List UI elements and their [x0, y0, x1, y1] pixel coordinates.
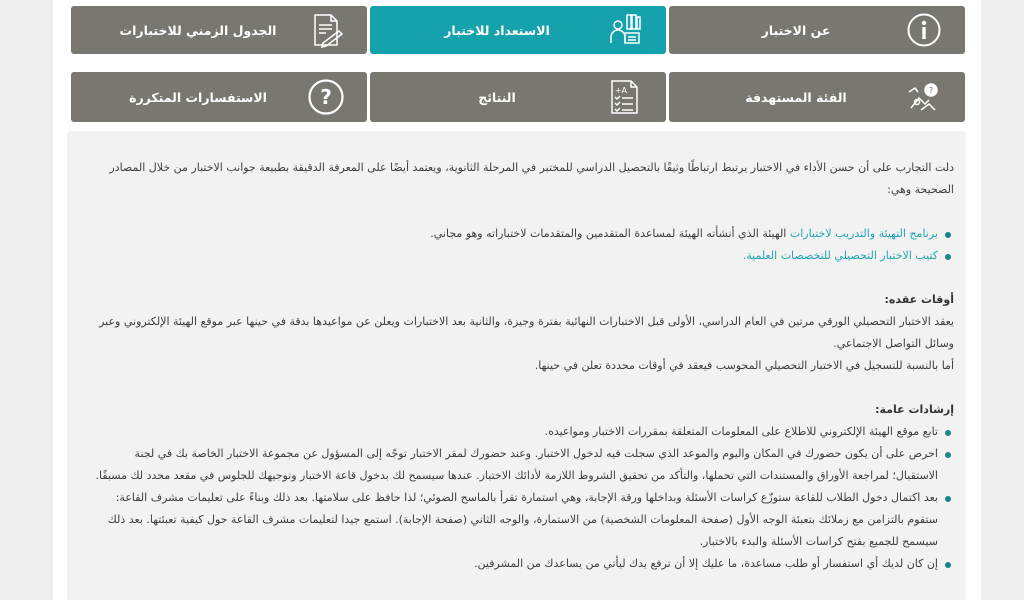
list-item	[91, 245, 954, 267]
times-paragraph-computer: أما بالنسبة للتسجيل في الاختبار التحصيلي المحوسب فيعقد في أوقات محددة تعلن في حينها.	[534, 359, 954, 372]
spacer	[91, 267, 954, 289]
tab-exam-schedule[interactable]	[71, 6, 367, 54]
sources-list	[91, 223, 954, 267]
tab-faq[interactable]	[71, 72, 367, 122]
booklet-link[interactable]: كتيب الاختبار التحصيلي للتخصصات العلمية.	[742, 249, 938, 262]
tab-exam-preparation[interactable]	[370, 6, 666, 54]
spacer	[91, 201, 954, 223]
list-item-text: الهيئة الذي أنشأته الهيئة لمساعدة المتقدمين والمتقدمات لاختباراته وهو مجاني.	[430, 227, 790, 240]
content-panel	[67, 131, 966, 600]
tab-target-audience[interactable]	[669, 72, 965, 122]
question-icon	[305, 76, 347, 118]
tab-label: النتائج	[478, 89, 516, 105]
guidelines-list	[91, 421, 954, 575]
guidelines-heading: إرشادات عامة:	[875, 403, 954, 416]
list-item: إن كان لديك أي استفسار أو طلب مساعدة، ما عليك إلا أن ترفع يدك ليأتي من يساعدك من المشرفين.	[91, 553, 954, 575]
tab-label: الاستعداد للاختبار	[444, 22, 550, 38]
graded-sheet-icon	[604, 76, 646, 118]
svg-text:?: ?	[320, 85, 332, 109]
intro-paragraph: دلت التجارب على أن حسن الأداء في الاختبار يرتبط ارتباطًا وثيقًا بالتحصيل الدراسي للمختبر في المرحلة الثانوية، ويعتمد أيضًا على المعرفة الدقيقة بطبيعة جوانب الاختبار من خلال المصادر الصحيحة وهي:	[109, 161, 954, 196]
info-icon	[903, 9, 945, 51]
list-item: احرص على أن يكون حضورك في المكان واليوم والموعد الذي سجلت فيه لدخول الاختبار. وعند حضورك لمقر الاختبار توجّه إلى المسؤول عن مجموعة الاختبار الخاصة بك في لجنة الاستقبال؛ لمراجعة الأوراق والمستندات التي تحملها، والتأكد من تحقيق الشروط اللازمة لأدائك الاختبار. عندها سيسمح لك بدخول قاعة الاختبار وتوجيهك للجلوس في مقعد محدد لك مسبقًا.	[91, 443, 954, 487]
document-pen-icon	[305, 9, 347, 51]
tab-label: الفئة المستهدفة	[745, 89, 847, 105]
list-item: بعد اكتمال دخول الطلاب للقاعة ستوزّع كراسات الأسئلة وبداخلها ورقة الإجابة، وهي استمارة تقرأ بالماسح الضوئي؛ لذا حافظ على سلامتها. بعد ذلك وبناءً على تعليمات مشرف القاعة: ستقوم بالتزامن مع زملائك بتعبئة الوجه الأول (صفحة المعلومات الشخصية) من الاستمارة، والوجه الثاني (صفحة الإجابة). استمع جيدا لتعليمات مشرف القاعة حول كيفية تعبئتها. بعد ذلك سيسمح للجميع بفتح كراسات الأسئلة والبدء بالاختبار.	[91, 487, 954, 553]
target-audience-icon	[903, 76, 945, 118]
study-icon	[604, 9, 646, 51]
svg-text:?: ?	[928, 86, 934, 95]
list-item: تابع موقع الهيئة الإلكتروني للاطلاع على المعلومات المتعلقة بمقررات الاختبار ومواعيده.	[91, 421, 954, 443]
tab-label: عن الاختبار	[761, 22, 831, 38]
tab-about-exam[interactable]	[669, 6, 965, 54]
prep-program-link[interactable]: برنامج التهيئة والتدريب لاختبارات	[789, 227, 938, 240]
tab-label: الاستفسارات المتكررة	[129, 89, 267, 105]
times-heading: أوقات عقده:	[884, 293, 954, 306]
tab-label: الجدول الزمني للاختبارات	[119, 22, 277, 38]
spacer	[91, 377, 954, 399]
tab-results[interactable]	[370, 72, 666, 122]
svg-text:A+: A+	[614, 86, 627, 95]
list-item	[91, 223, 954, 245]
times-paragraph: يعقد الاختبار التحصيلي الورقي مرتين في العام الدراسي، الأولى قبل الاختبارات النهائية بفترة وجيزة، والثانية بعد الاختبارات ويعلن عن مواعيدها بدقة في حينها عبر موقع الهيئة الإلكتروني وعبر وسائل التواصل الاجتماعي.	[99, 315, 954, 350]
